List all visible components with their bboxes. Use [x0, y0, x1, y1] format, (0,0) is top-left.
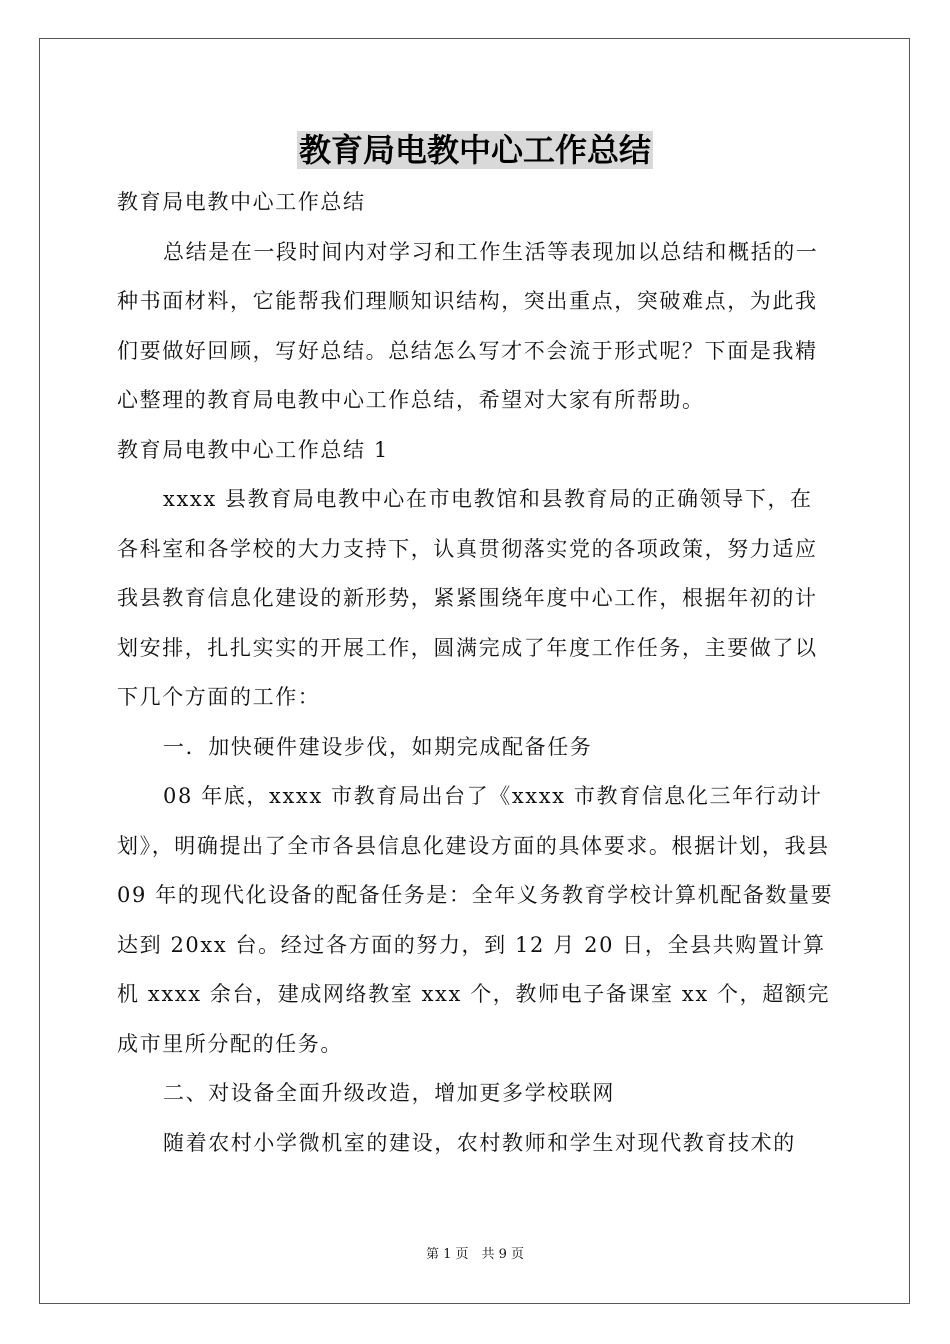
body-paragraph: 随着农村小学微机室的建设，农村教师和学生对现代教育技术的: [163, 1130, 796, 1155]
title-text: 教育局电教中心工作总结: [298, 131, 651, 169]
section-heading: 教育局电教中心工作总结 1: [117, 437, 389, 462]
body-paragraph: xxxx 县教育局电教中心在市电教馆和县教育局的正确领导下，在各科室和各学校的大力支持下，认真贯彻落实党的各项政策，努力适应我县教育信息化建设的新形势，紧紧围绕年度中心工作，根据年初的计划安排，扎扎实实的开展工作，圆满完成了年度工作任务，主要做了以下几个方面的工作：: [117, 487, 818, 709]
intro-paragraph: 总结是在一段时间内对学习和工作生活等表现加以总结和概括的一种书面材料，它能帮我们理顺知识结构，突出重点，突破难点，为此我们要做好回顾，写好总结。总结怎么写才不会流于形式呢？下面是我精心整理的教育局电教中心工作总结，希望对大家有所帮助。: [117, 239, 819, 412]
body-paragraph: 08 年底，xxxx 市教育局出台了《xxxx 市教育信息化三年行动计划》，明确提出了全市各县信息化建设方面的具体要求。根据计划，我县 09 年的现代化设备的配备任务是：全年义务教育学校计算机配备数量要达到 20xx 台。经过各方面的努力，到 12 月 20 日，全县共购置计算机 xxxx 余台，建成网络教室 xxx 个，教师电子备课室 xx 个，超额完成市里所分配的任务。: [117, 784, 834, 1056]
document-body: [117, 178, 834, 1168]
item-heading: 一．加快硬件建设步伐，如期完成配备任务: [163, 734, 593, 759]
document-title: [0, 128, 950, 172]
item-heading: 二、对设备全面升级改造，增加更多学校联网: [163, 1081, 615, 1105]
page-footer: 第 1 页 共 9 页: [425, 1247, 525, 1262]
subtitle-line: 教育局电教中心工作总结: [117, 190, 366, 214]
